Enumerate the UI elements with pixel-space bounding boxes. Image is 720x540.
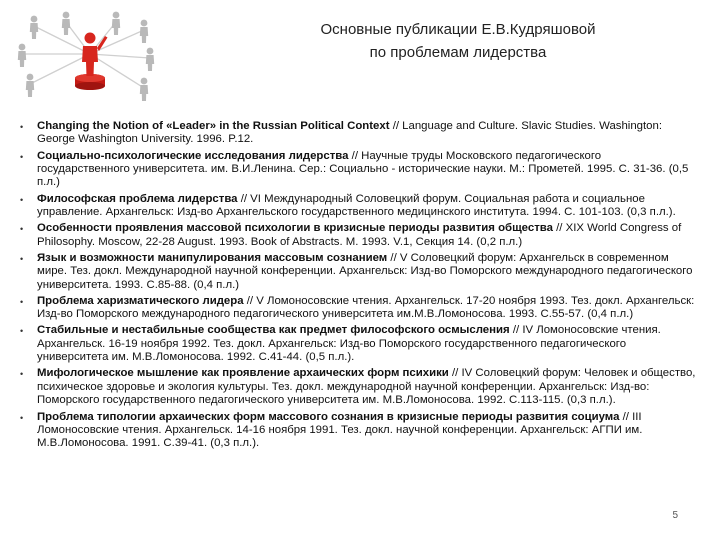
- publication-details: // III Ломоносовские чтения. Архангельск. 14-16 ноября 1991. Тез. докл. научной конференции. Архангельск: АГПИ им. М.В.Ломоносова. 1991. С.39-41. (0,3 п.л.).: [37, 410, 643, 450]
- publication-title: Язык и возможности манипулирования массовым сознанием: [37, 251, 388, 264]
- publications-list: [20, 120, 696, 454]
- publication-title: Стабильные и нестабильные сообщества как предмет философского осмысления: [37, 324, 510, 337]
- publication-title: Социально-психологические исследования лидерства: [37, 149, 349, 162]
- list-item: [20, 150, 696, 190]
- title-line-2: по проблемам лидерства: [369, 44, 547, 61]
- list-item: [20, 193, 696, 220]
- publication-details: // IV Ломоносовские чтения. Архангельск. 16-19 ноября 1992. Тез. докл. Архангельск: Изд-во Поморского государственного педагогического университета им. М.В.Ломоносова. 1992. С.41-44. (0,5 п.л.).: [37, 324, 661, 364]
- leader-figures-icon: [8, 8, 158, 106]
- list-item: [20, 120, 696, 147]
- publication-title: Философская проблема лидерства: [37, 192, 238, 205]
- publication-details: // IV Соловецкий форум: Человек и общество, психическое здоровье и экология культуры. Тез. докл. международной научной конференции. Архангельск: Изд-во: Поморского государственного педагогического университета им. М.В.Ломоносова. 1992. С.113-115. (0,3 п.л.).: [37, 367, 696, 407]
- list-item: [20, 367, 696, 407]
- list-item: [20, 295, 696, 322]
- logo: [8, 8, 158, 106]
- publication-title: Проблема типологии архаических форм массового сознания в кризисные периоды развития социума: [37, 410, 620, 423]
- page-title: [238, 18, 678, 64]
- publication-details: // VI Международный Соловецкий форум. Социальная работа и социальное управление. Архангельск: Изд-во Архангельского государственного медицинского института. 1994. С. 101-103. (0,3 п.л.).: [37, 192, 676, 219]
- publication-title: Особенности проявления массовой психологии в кризисные периоды развития общества: [37, 222, 553, 235]
- title-line-1: Основные публикации Е.В.Кудряшовой: [320, 21, 596, 38]
- publication-title: Мифологическое мышление как проявление архаических форм психики: [37, 367, 449, 380]
- publication-details: // V Соловецкий форум: Архангельск в современном мире. Тез. докл. Международной научной конференции. Архангельск: Изд-во Поморского международного педагогического университета. 1993. С.85-88. (0,4 п.л.): [37, 251, 693, 291]
- publication-details: // V Ломоносовские чтения. Архангельск. 17-20 ноября 1993. Тез. докл. Архангельск: Изд-во Поморского международного педагогического университета им.М.В.Ломоносова. 1993. С.55-57. (0,4 п.л.): [37, 294, 695, 321]
- page-number: 5: [672, 510, 678, 521]
- publication-title: Проблема харизматического лидера: [37, 294, 244, 307]
- list-item: [20, 252, 696, 292]
- list-item: [20, 222, 696, 249]
- publication-details: // Language and Culture. Slavic Studies. Washington: George Washington University. 1996. P.12.: [37, 120, 663, 146]
- list-item: [20, 411, 696, 451]
- publication-details: // XIX World Congress of Philosophy. Moscow, 22-28 August. 1993. Book of Abstracts. M. 1993. V.1, Секция 14. (0,2 п.л.): [37, 222, 682, 248]
- publication-details: // Научные труды Московского педагогического государственного университета. им. В.И.Ленина. Сер.: Социально - исторические науки. М.: Прометей. 1995. С. 31-36. (0,5 п.л.): [37, 149, 689, 189]
- list-item: [20, 324, 696, 364]
- publication-title: Changing the Notion of «Leader» in the Russian Political Context: [37, 120, 390, 132]
